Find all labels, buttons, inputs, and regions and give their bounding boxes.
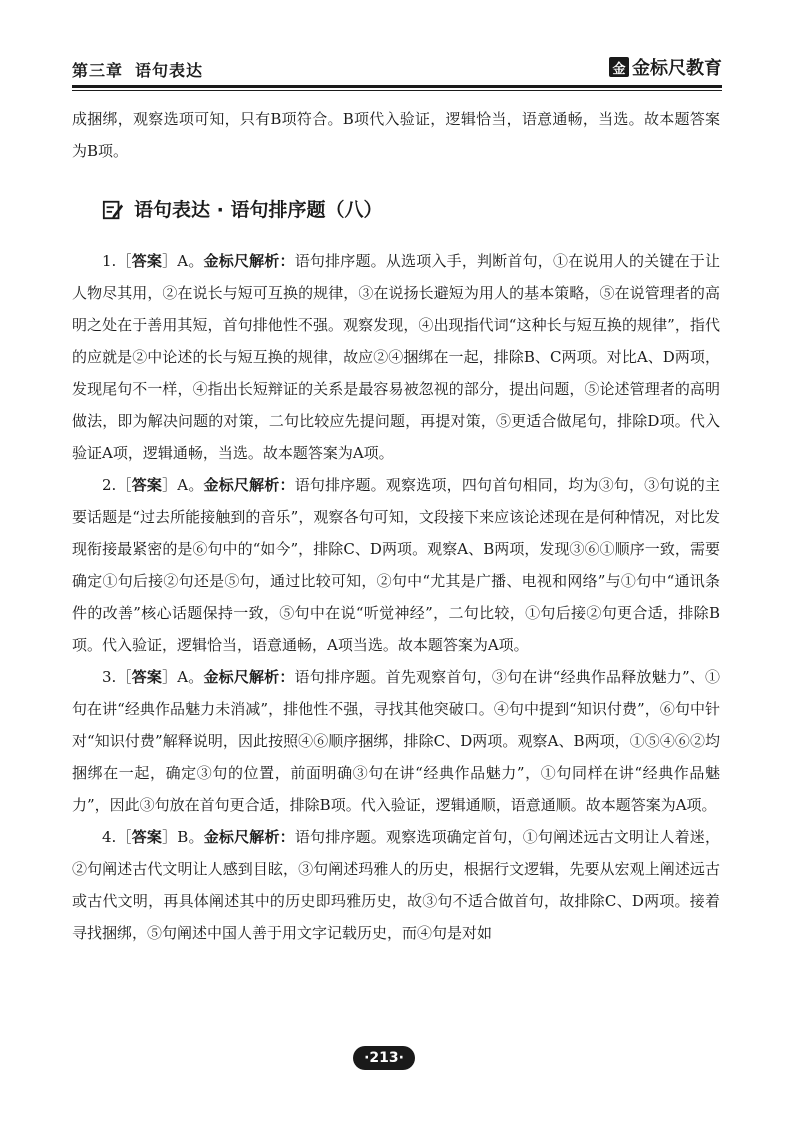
answer-value: ］A。: [162, 476, 204, 494]
analysis-label: 金标尺解析：: [203, 476, 295, 494]
analysis-text: 语句排序题。观察选项，四句首句相同，均为③句，③句说的主要话题是“过去所能接触到的音乐”，观察各句可知，文段接下来应该论述现在是何种情况，对比发现衔接最紧密的是⑥句中的“如今”，排除C、D两项。观察A、B两项，发现③⑥①顺序一致，需要确定①句后接②句还是⑤句，通过比较可知，②句中“尤其是广播、电视和网络”与①句中“通讯条件的改善”核心话题保持一致，⑤句中在说“听觉神经”，二句比较，①句后接②句更合适，排除B项。代入验证，逻辑恰当，语意通畅，A项当选。故本题答案为A项。: [72, 476, 720, 654]
section-title: 语句表达 · 语句排序题（八）: [134, 199, 383, 221]
chapter-heading: [72, 58, 203, 81]
analysis-label: 金标尺解析：: [203, 828, 295, 846]
analysis-label: 金标尺解析：: [203, 252, 295, 270]
brand-logo: [609, 54, 722, 80]
answer-label: 答案: [131, 828, 163, 846]
item-number: 2.［: [102, 476, 132, 494]
brand-name: 金标尺教育: [632, 58, 722, 79]
answer-item-3: [72, 661, 720, 821]
answer-value: ］A。: [162, 252, 204, 270]
answer-item-2: [72, 469, 720, 661]
answer-item-4: [72, 821, 720, 949]
analysis-text: 语句排序题。首先观察首句，③句在讲“经典作品释放魅力”、①句在讲“经典作品魅力未消减”，排他性不强，寻找其他突破口。④句中提到“知识付费”，⑥句中针对“知识付费”解释说明，因此按照④⑥顺序捆绑，排除C、D两项。观察A、B两项，①⑤④⑥②均捆绑在一起，确定③句的位置，前面明确③句在讲“经典作品魅力”，①句同样在讲“经典作品魅力”，因此③句放在首句更合适，排除B项。代入验证，逻辑通顺，语意通顺。故本题答案为A项。: [72, 668, 720, 814]
answer-label: 答案: [131, 252, 163, 270]
analysis-text: 语句排序题。从选项入手，判断首句，①在说用人的关键在于让人物尽其用，②在说长与短可互换的规律，③在说扬长避短为用人的基本策略，⑤在说管理者的高明之处在于善用其短，首句排他性不强。观察发现，④出现指代词“这种长与短互换的规律”，指代的应就是②中论述的长与短互换的规律，故应②④捆绑在一起，排除B、C两项。对比A、D两项，发现尾句不一样，④指出长短辩证的关系是最容易被忽视的部分，提出问题，⑤论述管理者的高明做法，即为解决问题的对策，二句比较应先提问题，再提对策，⑤更适合做尾句，排除D项。代入验证A项，逻辑通畅，当选。故本题答案为A项。: [72, 252, 720, 462]
item-number: 4.［: [102, 828, 132, 846]
analysis-label: 金标尺解析：: [203, 668, 295, 686]
answer-label: 答案: [131, 668, 163, 686]
header-rule-thin: [72, 90, 722, 91]
page-number: ·213·: [353, 1046, 415, 1070]
item-number: 1.［: [102, 252, 132, 270]
chapter-title: 语句表达: [135, 61, 204, 80]
brand-mark-icon: 金: [609, 57, 629, 77]
intro-paragraph: 成捆绑，观察选项可知，只有B项符合。B项代入验证，逻辑恰当，语意通畅，当选。故本题答案为B项。: [72, 110, 720, 160]
chapter-number: 第三章: [72, 61, 124, 80]
page-header: [72, 52, 722, 86]
answer-label: 答案: [131, 476, 163, 494]
item-number: 3.［: [102, 668, 132, 686]
header-rule-thick: [72, 85, 722, 88]
analysis-text: 语句排序题。观察选项确定首句，①句阐述远古文明让人着迷，②句阐述古代文明让人感到目眩，③句阐述玛雅人的历史，根据行文逻辑，先要从宏观上阐述远古或古代文明，再具体阐述其中的历史即玛雅历史，故③句不适合做首句，故排除C、D两项。接着寻找捆绑，⑤句阐述中国人善于用文字记载历史，而④句是对如: [72, 828, 720, 942]
answer-item-1: [72, 245, 720, 469]
page-content: [72, 103, 720, 949]
edit-note-icon: [102, 199, 124, 221]
section-heading: [102, 191, 720, 229]
answer-value: ］B。: [162, 828, 204, 846]
answer-value: ］A。: [162, 668, 204, 686]
